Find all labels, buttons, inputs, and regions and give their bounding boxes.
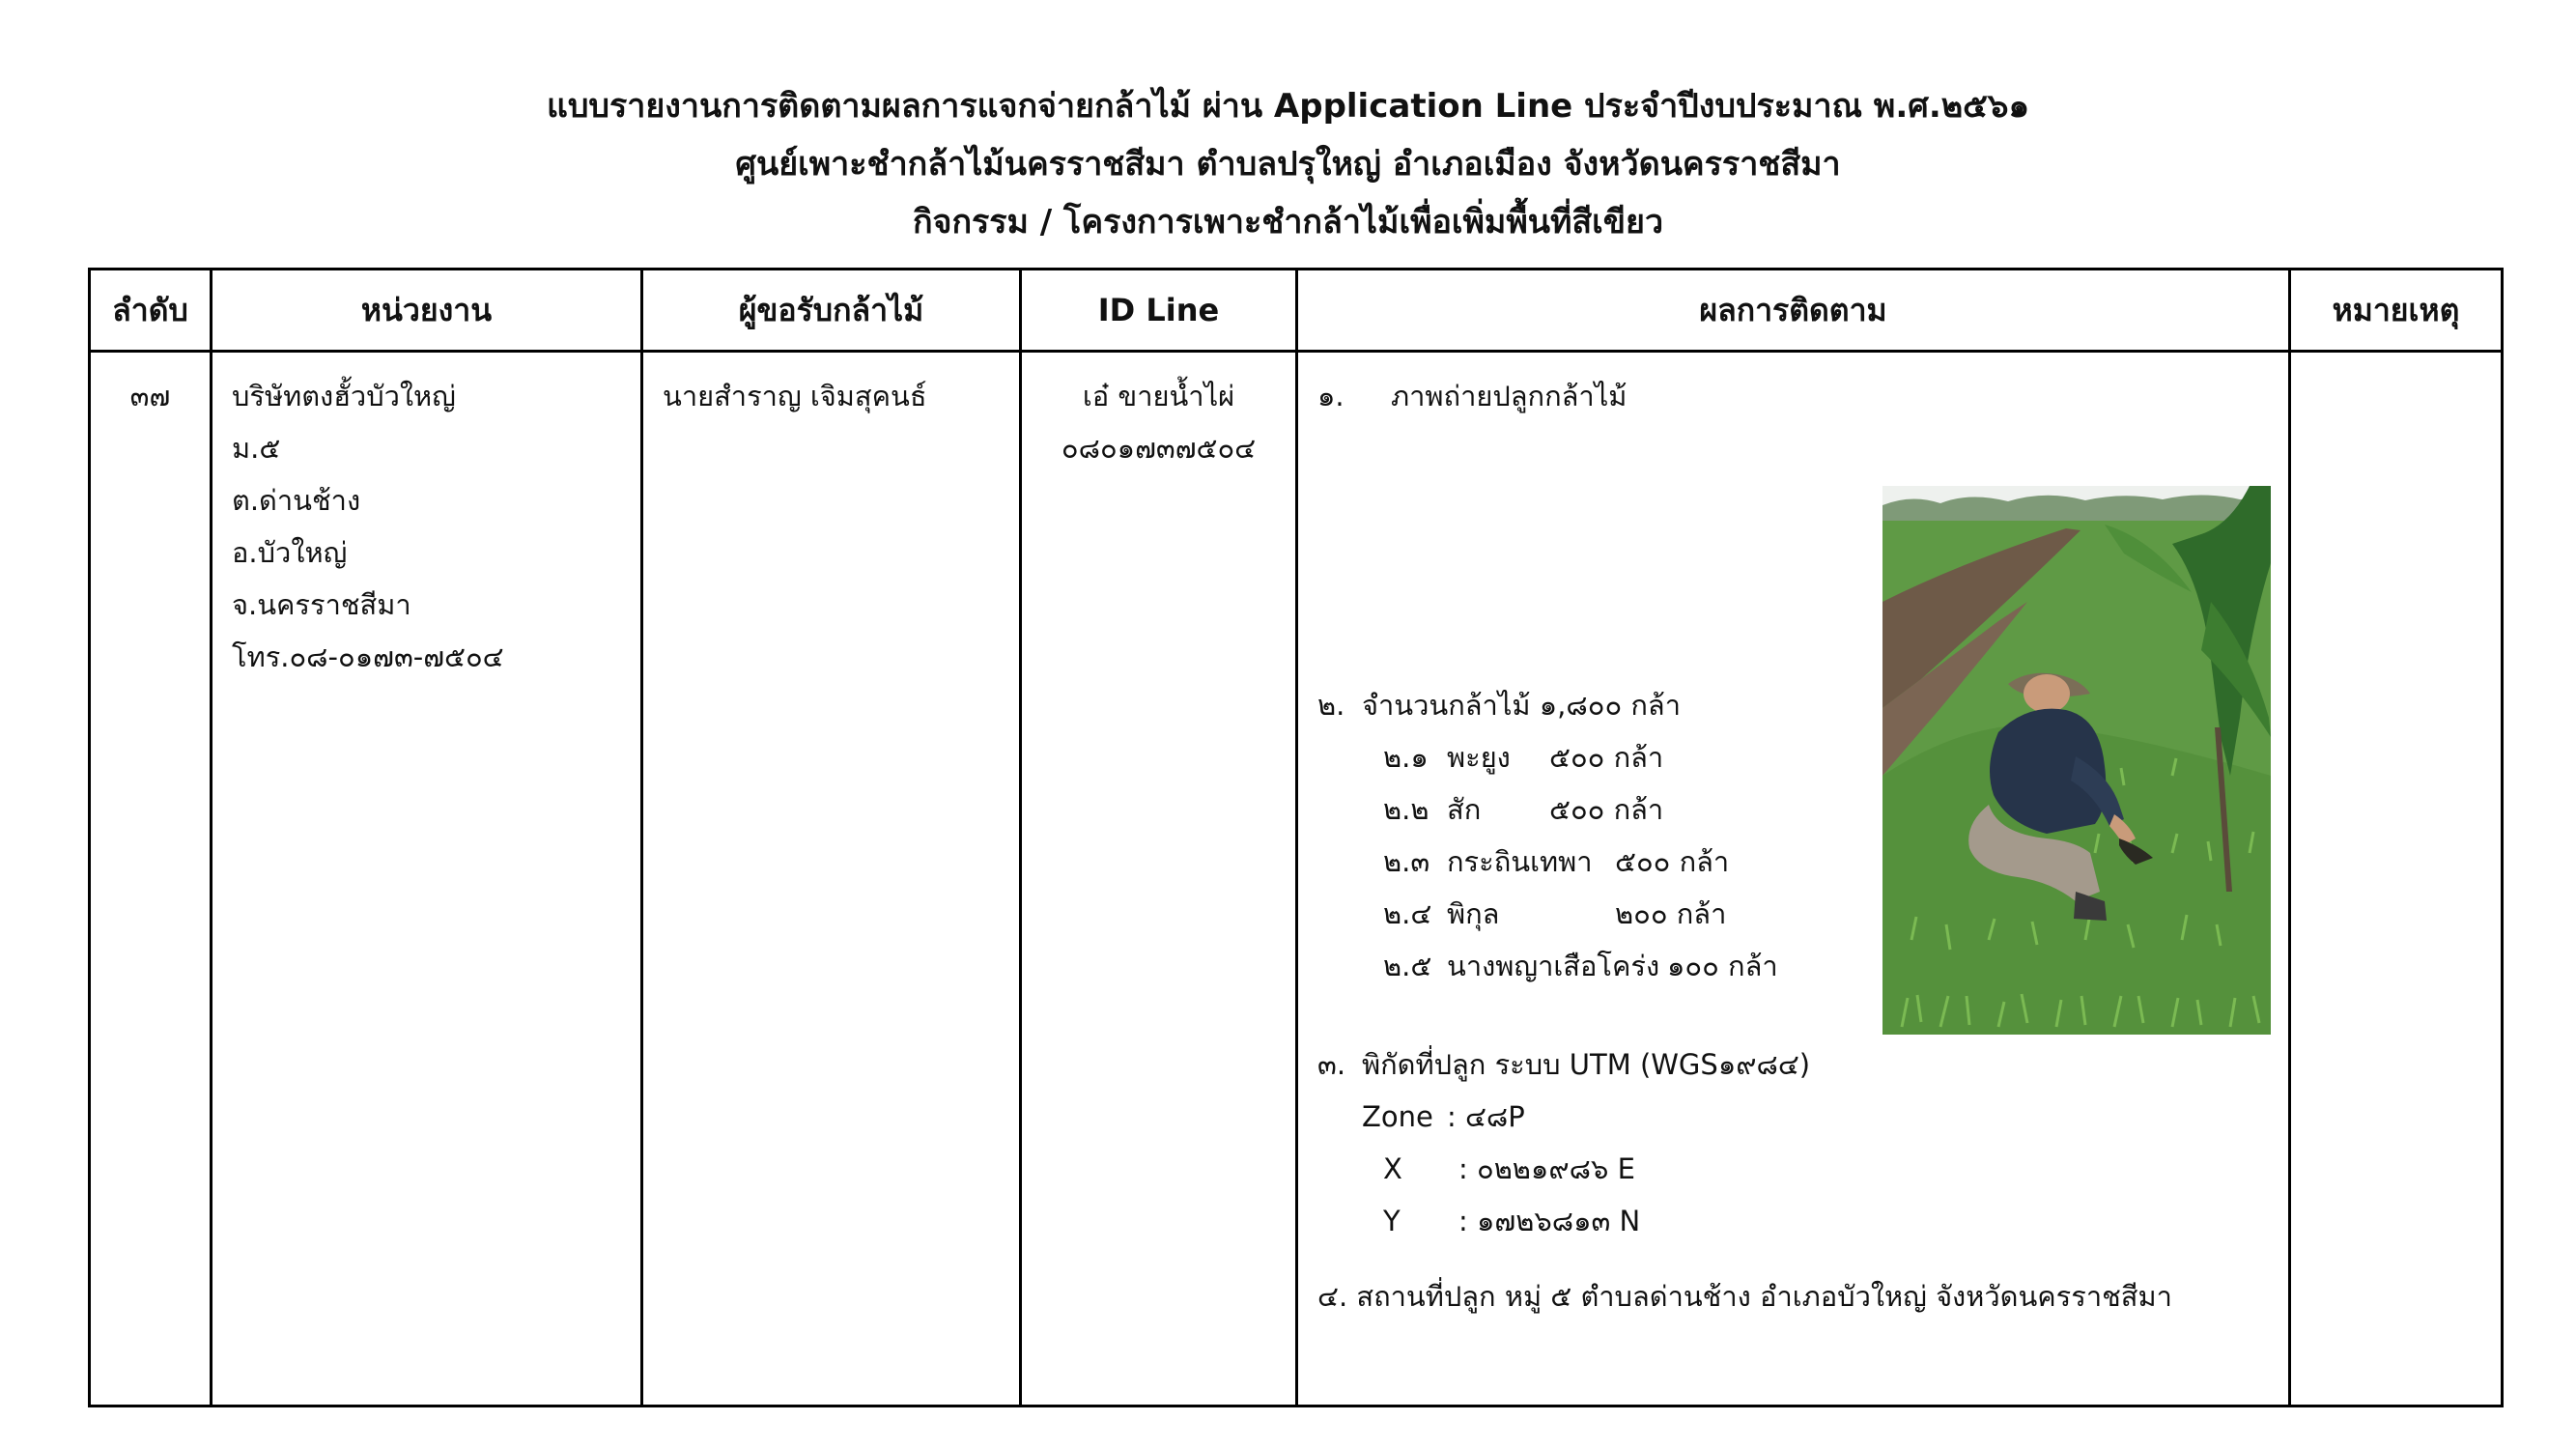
list-item: ๒.๕ นางพญาเสือโคร่ง ๑๐๐ กล้า xyxy=(1383,950,1778,982)
cell-recipient xyxy=(642,352,1021,1406)
table-header-row xyxy=(90,270,2503,352)
result-item-4: ๔. สถานที่ปลูก หมู่ ๕ ตำบลด่านช้าง อำเภอบัวใหญ่ จังหวัดนครราชสีมา xyxy=(1317,1280,2172,1313)
table-row xyxy=(90,352,2503,1406)
report-title: แบบรายงานการติดตามผลการแจกจ่ายกล้าไม้ ผ่าน Application Line ประจำปีงบประมาณ พ.ศ.๒๕๖๑ xyxy=(546,87,2030,126)
list-item: ๒.๔ พิกุล ๒๐๐ กล้า xyxy=(1383,897,1727,930)
cell-agency xyxy=(212,352,642,1406)
coordinate-zone: Zone : ๔๘P xyxy=(1362,1100,1525,1133)
list-item: ๒.๑ พะยูง ๕๐๐ กล้า xyxy=(1383,741,1664,774)
result-item-2: ๒. จำนวนกล้าไม้ ๑,๘๐๐ กล้า xyxy=(1317,689,1681,722)
header-agency: หน่วยงาน xyxy=(212,270,642,352)
agency-village: ม.๕ xyxy=(232,432,281,465)
agency-phone: โทร.๐๘-๐๑๗๓-๗๕๐๔ xyxy=(232,640,504,673)
header-id-line: ID Line xyxy=(1021,270,1297,352)
list-item: ๒.๓ กระถินเทพา ๕๐๐ กล้า xyxy=(1383,845,1730,878)
line-id-name: เอ๋ ขายน้ำไผ่ xyxy=(1082,380,1235,412)
recipient-name: นายสำราญ เจิมสุคนธ์ xyxy=(663,380,927,412)
report-table xyxy=(88,268,2504,1407)
cell-no: ๓๗ xyxy=(90,352,212,1406)
report-header xyxy=(0,77,2576,251)
header-recipient: ผู้ขอรับกล้าไม้ xyxy=(642,270,1021,352)
coordinate-x: X : ๐๒๒๑๙๘๖ E xyxy=(1383,1152,1635,1185)
report-activity-line: กิจกรรม / โครงการเพาะชำกล้าไม้เพื่อเพิ่มพื้นที่สีเขียว xyxy=(912,203,1664,242)
list-item: ๒.๒ สัก ๕๐๐ กล้า xyxy=(1383,793,1664,826)
header-no: ลำดับ xyxy=(90,270,212,352)
agency-province: จ.นครราชสีมา xyxy=(232,588,411,621)
cell-result xyxy=(1297,352,2290,1406)
cell-id-line xyxy=(1021,352,1297,1406)
cell-remark xyxy=(2290,352,2503,1406)
result-item-1: ๑. ภาพถ่ายปลูกกล้าไม้ xyxy=(1317,380,1628,412)
planting-photo xyxy=(1882,486,2271,1035)
header-result: ผลการติดตาม xyxy=(1297,270,2290,352)
result-item-3: ๓. พิกัดที่ปลูก ระบบ UTM (WGS๑๙๘๔) xyxy=(1317,1048,1811,1081)
coordinate-y: Y : ๑๗๒๖๘๑๓ N xyxy=(1383,1205,1641,1237)
report-center-line: ศูนย์เพาะชำกล้าไม้นครราชสีมา ตำบลปรุใหญ่ อำเภอเมือง จังหวัดนครราชสีมา xyxy=(735,145,1841,184)
agency-name: บริษัทตงฮั้วบัวใหญ่ xyxy=(232,380,456,412)
planting-photo-image xyxy=(1882,486,2271,1035)
agency-district: อ.บัวใหญ่ xyxy=(232,536,348,569)
agency-subdistrict: ต.ด่านช้าง xyxy=(232,484,361,517)
line-id-number: ๐๘๐๑๗๓๗๕๐๔ xyxy=(1061,432,1257,465)
header-remark: หมายเหตุ xyxy=(2290,270,2503,352)
